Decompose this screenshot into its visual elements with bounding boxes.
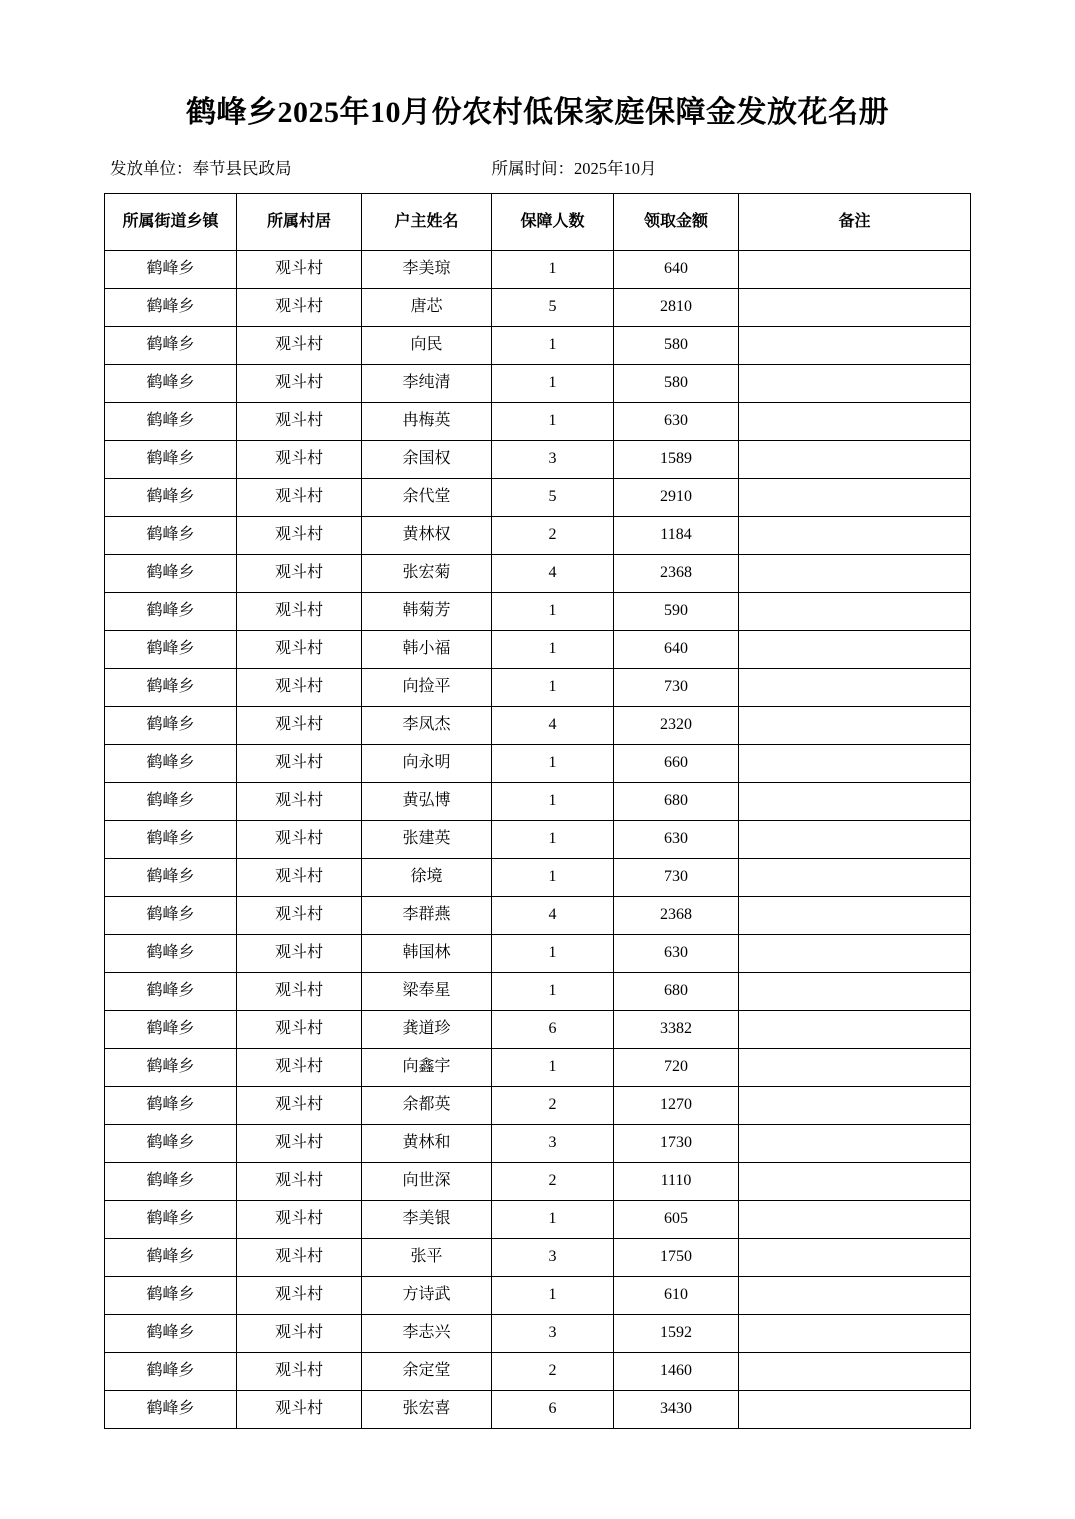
cell-street-town: 鹤峰乡 bbox=[105, 289, 237, 327]
cell-village: 观斗村 bbox=[237, 631, 362, 669]
cell-householder-name: 张建英 bbox=[362, 821, 492, 859]
cell-street-town: 鹤峰乡 bbox=[105, 441, 237, 479]
cell-covered-persons: 6 bbox=[492, 1011, 614, 1049]
cell-village: 观斗村 bbox=[237, 897, 362, 935]
cell-amount: 1589 bbox=[614, 441, 739, 479]
cell-amount: 580 bbox=[614, 327, 739, 365]
cell-householder-name: 向捡平 bbox=[362, 669, 492, 707]
cell-householder-name: 冉梅英 bbox=[362, 403, 492, 441]
period-info bbox=[492, 155, 657, 179]
cell-village: 观斗村 bbox=[237, 593, 362, 631]
cell-remark bbox=[739, 1125, 971, 1163]
cell-householder-name: 龚道珍 bbox=[362, 1011, 492, 1049]
cell-householder-name: 李志兴 bbox=[362, 1315, 492, 1353]
cell-remark bbox=[739, 859, 971, 897]
cell-covered-persons: 6 bbox=[492, 1391, 614, 1429]
cell-remark bbox=[739, 1049, 971, 1087]
cell-covered-persons: 2 bbox=[492, 1353, 614, 1391]
cell-amount: 680 bbox=[614, 973, 739, 1011]
cell-village: 观斗村 bbox=[237, 745, 362, 783]
table-row bbox=[105, 859, 971, 897]
table-row bbox=[105, 1087, 971, 1125]
table-row bbox=[105, 1163, 971, 1201]
cell-householder-name: 向民 bbox=[362, 327, 492, 365]
cell-householder-name: 李群燕 bbox=[362, 897, 492, 935]
cell-remark bbox=[739, 517, 971, 555]
cell-amount: 1184 bbox=[614, 517, 739, 555]
cell-village: 观斗村 bbox=[237, 327, 362, 365]
cell-amount: 630 bbox=[614, 403, 739, 441]
cell-village: 观斗村 bbox=[237, 403, 362, 441]
cell-village: 观斗村 bbox=[237, 1011, 362, 1049]
cell-street-town: 鹤峰乡 bbox=[105, 973, 237, 1011]
cell-amount: 1460 bbox=[614, 1353, 739, 1391]
table-row bbox=[105, 821, 971, 859]
cell-remark bbox=[739, 707, 971, 745]
cell-covered-persons: 3 bbox=[492, 1239, 614, 1277]
cell-street-town: 鹤峰乡 bbox=[105, 1201, 237, 1239]
cell-amount: 1750 bbox=[614, 1239, 739, 1277]
cell-remark bbox=[739, 1315, 971, 1353]
cell-remark bbox=[739, 289, 971, 327]
column-header-covered-persons: 保障人数 bbox=[492, 194, 614, 251]
cell-householder-name: 黄弘博 bbox=[362, 783, 492, 821]
cell-covered-persons: 1 bbox=[492, 821, 614, 859]
cell-householder-name: 向永明 bbox=[362, 745, 492, 783]
cell-street-town: 鹤峰乡 bbox=[105, 1125, 237, 1163]
table-header-row bbox=[105, 194, 971, 251]
cell-covered-persons: 2 bbox=[492, 1087, 614, 1125]
page-title: 鹤峰乡2025年10月份农村低保家庭保障金发放花名册 bbox=[186, 96, 889, 129]
cell-village: 观斗村 bbox=[237, 1087, 362, 1125]
period-label: 所属时间： bbox=[491, 159, 574, 178]
table-row bbox=[105, 479, 971, 517]
cell-remark bbox=[739, 479, 971, 517]
cell-village: 观斗村 bbox=[237, 783, 362, 821]
cell-covered-persons: 4 bbox=[492, 707, 614, 745]
cell-covered-persons: 1 bbox=[492, 669, 614, 707]
cell-covered-persons: 3 bbox=[492, 1125, 614, 1163]
cell-remark bbox=[739, 1239, 971, 1277]
cell-covered-persons: 2 bbox=[492, 1163, 614, 1201]
cell-householder-name: 韩小福 bbox=[362, 631, 492, 669]
cell-householder-name: 向世深 bbox=[362, 1163, 492, 1201]
table-row bbox=[105, 593, 971, 631]
cell-amount: 660 bbox=[614, 745, 739, 783]
cell-village: 观斗村 bbox=[237, 1391, 362, 1429]
table-row bbox=[105, 289, 971, 327]
cell-amount: 605 bbox=[614, 1201, 739, 1239]
cell-remark bbox=[739, 1087, 971, 1125]
cell-covered-persons: 1 bbox=[492, 1201, 614, 1239]
cell-remark bbox=[739, 973, 971, 1011]
cell-householder-name: 方诗武 bbox=[362, 1277, 492, 1315]
cell-street-town: 鹤峰乡 bbox=[105, 1239, 237, 1277]
cell-street-town: 鹤峰乡 bbox=[105, 1277, 237, 1315]
cell-amount: 730 bbox=[614, 669, 739, 707]
cell-householder-name: 黄林和 bbox=[362, 1125, 492, 1163]
cell-remark bbox=[739, 1201, 971, 1239]
cell-covered-persons: 1 bbox=[492, 1277, 614, 1315]
cell-street-town: 鹤峰乡 bbox=[105, 1087, 237, 1125]
cell-householder-name: 余代堂 bbox=[362, 479, 492, 517]
cell-covered-persons: 5 bbox=[492, 479, 614, 517]
table-row bbox=[105, 1277, 971, 1315]
table-row bbox=[105, 631, 971, 669]
cell-amount: 2368 bbox=[614, 555, 739, 593]
cell-remark bbox=[739, 935, 971, 973]
cell-remark bbox=[739, 1277, 971, 1315]
cell-householder-name: 余国权 bbox=[362, 441, 492, 479]
cell-amount: 630 bbox=[614, 935, 739, 973]
cell-remark bbox=[739, 1011, 971, 1049]
table-row bbox=[105, 935, 971, 973]
table-row bbox=[105, 1125, 971, 1163]
cell-remark bbox=[739, 1163, 971, 1201]
table-row bbox=[105, 897, 971, 935]
cell-covered-persons: 1 bbox=[492, 1049, 614, 1087]
cell-householder-name: 李美银 bbox=[362, 1201, 492, 1239]
cell-remark bbox=[739, 745, 971, 783]
cell-householder-name: 张平 bbox=[362, 1239, 492, 1277]
issuer-value: 奉节县民政局 bbox=[192, 159, 292, 178]
cell-street-town: 鹤峰乡 bbox=[105, 593, 237, 631]
cell-village: 观斗村 bbox=[237, 1049, 362, 1087]
cell-street-town: 鹤峰乡 bbox=[105, 669, 237, 707]
cell-village: 观斗村 bbox=[237, 669, 362, 707]
cell-village: 观斗村 bbox=[237, 1239, 362, 1277]
cell-village: 观斗村 bbox=[237, 1163, 362, 1201]
cell-amount: 2910 bbox=[614, 479, 739, 517]
cell-covered-persons: 1 bbox=[492, 631, 614, 669]
table-row bbox=[105, 327, 971, 365]
cell-amount: 2320 bbox=[614, 707, 739, 745]
table-row bbox=[105, 251, 971, 289]
cell-amount: 640 bbox=[614, 251, 739, 289]
table-row bbox=[105, 1239, 971, 1277]
cell-street-town: 鹤峰乡 bbox=[105, 365, 237, 403]
table-row bbox=[105, 1315, 971, 1353]
cell-remark bbox=[739, 593, 971, 631]
cell-street-town: 鹤峰乡 bbox=[105, 517, 237, 555]
cell-street-town: 鹤峰乡 bbox=[105, 555, 237, 593]
cell-amount: 730 bbox=[614, 859, 739, 897]
cell-covered-persons: 4 bbox=[492, 897, 614, 935]
table-row bbox=[105, 745, 971, 783]
cell-remark bbox=[739, 403, 971, 441]
cell-covered-persons: 1 bbox=[492, 973, 614, 1011]
table-row bbox=[105, 1049, 971, 1087]
cell-village: 观斗村 bbox=[237, 517, 362, 555]
cell-covered-persons: 1 bbox=[492, 365, 614, 403]
cell-amount: 1592 bbox=[614, 1315, 739, 1353]
cell-covered-persons: 3 bbox=[492, 1315, 614, 1353]
cell-remark bbox=[739, 1353, 971, 1391]
table-row bbox=[105, 669, 971, 707]
table-row bbox=[105, 403, 971, 441]
column-header-remark: 备注 bbox=[739, 194, 971, 251]
column-header-village: 所属村居 bbox=[237, 194, 362, 251]
cell-remark bbox=[739, 327, 971, 365]
table-row bbox=[105, 1201, 971, 1239]
cell-street-town: 鹤峰乡 bbox=[105, 251, 237, 289]
cell-village: 观斗村 bbox=[237, 1315, 362, 1353]
cell-amount: 630 bbox=[614, 821, 739, 859]
cell-remark bbox=[739, 631, 971, 669]
cell-remark bbox=[739, 1391, 971, 1429]
cell-street-town: 鹤峰乡 bbox=[105, 745, 237, 783]
cell-householder-name: 梁奉星 bbox=[362, 973, 492, 1011]
cell-village: 观斗村 bbox=[237, 555, 362, 593]
column-header-amount: 领取金额 bbox=[614, 194, 739, 251]
table-row bbox=[105, 1011, 971, 1049]
table-row bbox=[105, 973, 971, 1011]
cell-street-town: 鹤峰乡 bbox=[105, 327, 237, 365]
cell-street-town: 鹤峰乡 bbox=[105, 821, 237, 859]
cell-householder-name: 张宏菊 bbox=[362, 555, 492, 593]
cell-amount: 720 bbox=[614, 1049, 739, 1087]
cell-householder-name: 李纯清 bbox=[362, 365, 492, 403]
cell-amount: 2368 bbox=[614, 897, 739, 935]
cell-street-town: 鹤峰乡 bbox=[105, 1049, 237, 1087]
cell-householder-name: 向鑫宇 bbox=[362, 1049, 492, 1087]
cell-covered-persons: 4 bbox=[492, 555, 614, 593]
cell-remark bbox=[739, 897, 971, 935]
cell-householder-name: 黄林权 bbox=[362, 517, 492, 555]
cell-covered-persons: 1 bbox=[492, 251, 614, 289]
cell-covered-persons: 1 bbox=[492, 327, 614, 365]
cell-covered-persons: 1 bbox=[492, 935, 614, 973]
cell-street-town: 鹤峰乡 bbox=[105, 707, 237, 745]
cell-amount: 590 bbox=[614, 593, 739, 631]
period-value: 2025年10月 bbox=[574, 159, 657, 178]
table-row bbox=[105, 783, 971, 821]
cell-street-town: 鹤峰乡 bbox=[105, 1391, 237, 1429]
cell-village: 观斗村 bbox=[237, 935, 362, 973]
cell-covered-persons: 1 bbox=[492, 859, 614, 897]
table-row bbox=[105, 1353, 971, 1391]
cell-street-town: 鹤峰乡 bbox=[105, 1353, 237, 1391]
cell-amount: 610 bbox=[614, 1277, 739, 1315]
cell-remark bbox=[739, 821, 971, 859]
cell-street-town: 鹤峰乡 bbox=[105, 897, 237, 935]
cell-amount: 640 bbox=[614, 631, 739, 669]
cell-covered-persons: 2 bbox=[492, 517, 614, 555]
cell-householder-name: 张宏喜 bbox=[362, 1391, 492, 1429]
cell-street-town: 鹤峰乡 bbox=[105, 935, 237, 973]
cell-street-town: 鹤峰乡 bbox=[105, 631, 237, 669]
table-row bbox=[105, 441, 971, 479]
cell-householder-name: 唐芯 bbox=[362, 289, 492, 327]
cell-village: 观斗村 bbox=[237, 441, 362, 479]
cell-street-town: 鹤峰乡 bbox=[105, 479, 237, 517]
cell-remark bbox=[739, 555, 971, 593]
cell-amount: 680 bbox=[614, 783, 739, 821]
cell-householder-name: 李美琼 bbox=[362, 251, 492, 289]
cell-remark bbox=[739, 783, 971, 821]
cell-village: 观斗村 bbox=[237, 251, 362, 289]
cell-street-town: 鹤峰乡 bbox=[105, 1011, 237, 1049]
document-meta bbox=[0, 131, 1075, 179]
cell-village: 观斗村 bbox=[237, 707, 362, 745]
cell-amount: 1110 bbox=[614, 1163, 739, 1201]
cell-village: 观斗村 bbox=[237, 479, 362, 517]
cell-householder-name: 余定堂 bbox=[362, 1353, 492, 1391]
table-row bbox=[105, 365, 971, 403]
issuer-label: 发放单位： bbox=[110, 159, 193, 178]
cell-householder-name: 李凤杰 bbox=[362, 707, 492, 745]
cell-village: 观斗村 bbox=[237, 859, 362, 897]
cell-village: 观斗村 bbox=[237, 365, 362, 403]
table-row bbox=[105, 517, 971, 555]
cell-village: 观斗村 bbox=[237, 821, 362, 859]
cell-street-town: 鹤峰乡 bbox=[105, 1163, 237, 1201]
cell-amount: 3382 bbox=[614, 1011, 739, 1049]
cell-amount: 1270 bbox=[614, 1087, 739, 1125]
cell-covered-persons: 1 bbox=[492, 745, 614, 783]
cell-covered-persons: 1 bbox=[492, 593, 614, 631]
cell-village: 观斗村 bbox=[237, 1353, 362, 1391]
cell-householder-name: 徐境 bbox=[362, 859, 492, 897]
cell-street-town: 鹤峰乡 bbox=[105, 783, 237, 821]
cell-covered-persons: 1 bbox=[492, 403, 614, 441]
cell-village: 观斗村 bbox=[237, 1125, 362, 1163]
roster-table-body bbox=[105, 251, 971, 1429]
cell-remark bbox=[739, 669, 971, 707]
issuer-info bbox=[110, 155, 292, 179]
cell-street-town: 鹤峰乡 bbox=[105, 859, 237, 897]
cell-householder-name: 余都英 bbox=[362, 1087, 492, 1125]
cell-amount: 580 bbox=[614, 365, 739, 403]
cell-covered-persons: 5 bbox=[492, 289, 614, 327]
cell-covered-persons: 3 bbox=[492, 441, 614, 479]
column-header-street-town: 所属街道乡镇 bbox=[105, 194, 237, 251]
cell-remark bbox=[739, 441, 971, 479]
cell-village: 观斗村 bbox=[237, 289, 362, 327]
cell-street-town: 鹤峰乡 bbox=[105, 1315, 237, 1353]
table-row bbox=[105, 707, 971, 745]
cell-village: 观斗村 bbox=[237, 1201, 362, 1239]
cell-amount: 3430 bbox=[614, 1391, 739, 1429]
cell-street-town: 鹤峰乡 bbox=[105, 403, 237, 441]
cell-village: 观斗村 bbox=[237, 973, 362, 1011]
table-row bbox=[105, 1391, 971, 1429]
cell-householder-name: 韩菊芳 bbox=[362, 593, 492, 631]
cell-remark bbox=[739, 365, 971, 403]
cell-remark bbox=[739, 251, 971, 289]
cell-covered-persons: 1 bbox=[492, 783, 614, 821]
table-row bbox=[105, 555, 971, 593]
column-header-householder-name: 户主姓名 bbox=[362, 194, 492, 251]
cell-amount: 1730 bbox=[614, 1125, 739, 1163]
cell-householder-name: 韩国林 bbox=[362, 935, 492, 973]
cell-village: 观斗村 bbox=[237, 1277, 362, 1315]
roster-table bbox=[104, 193, 971, 1429]
cell-amount: 2810 bbox=[614, 289, 739, 327]
